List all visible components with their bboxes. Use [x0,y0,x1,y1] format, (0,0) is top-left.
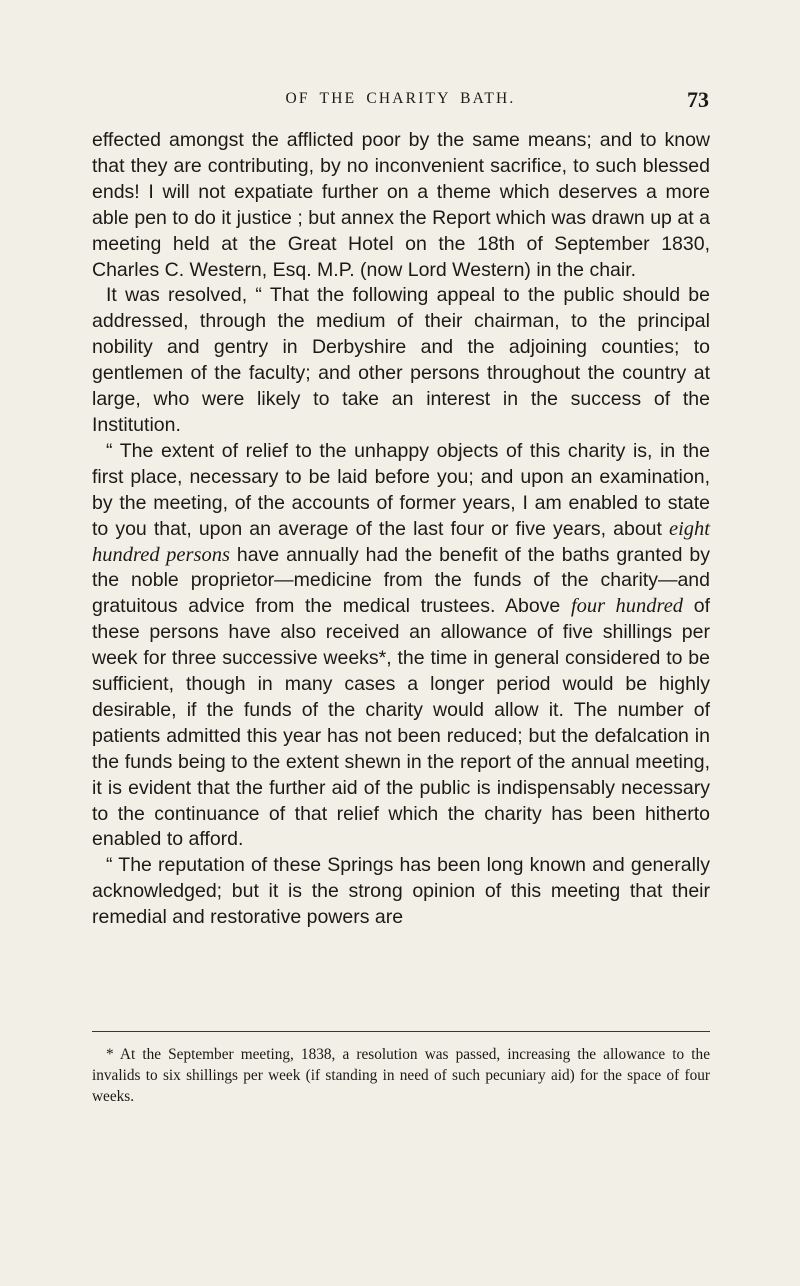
italic-phrase: four hundred [570,595,684,618]
paragraph-reputation: “ The reputation of these Springs has been long known and generally acknowledged; but it is the strong opinion of this meeting that their remedial and restorative powers are [92,854,710,929]
page-number: 73 [687,87,709,112]
body-text [92,128,710,931]
running-head [92,87,709,114]
italic-phrase: eight hundred persons [92,517,710,566]
text-run: have annually had the benefit of the baths granted by the noble proprietor—medicine from the funds of the charity—and gratuitous advice from the medical trustees. Above [92,543,710,618]
text-run: of these persons have also received an allowance of five shillings per week for three successive weeks*, the time in general considered to be sufficient, though in many cases a longer period would be highly desirable, if the funds of the charity would allow it. The number of patients admitted this year has not been reduced; but the defalcation in the funds being to the extent shewn in the report of the annual meeting, it is evident that the further aid of the public is indispensably necessary to the continuance of that relief which the charity has been hitherto enabled to afford. [92,595,710,851]
paragraph-extent-of-relief [92,439,710,854]
footnote: * At the September meeting, 1838, a resolution was passed, increasing the allowance to the invalids to six shillings per week (if standing in need of such pecuniary aid) for the space of four weeks. [92,1046,710,1105]
text-run: “ The extent of relief to the unhappy objects of this charity is, in the first place, necessary to be laid before you; and upon an examination, by the meeting, of the accounts of former years, I am enabled to state to you that, upon an average of the last four or five years, about [92,439,710,540]
footnote-rule [92,1031,710,1032]
paragraph-continued: effected amongst the afflicted poor by the same means; and to know that they are contributing, by no inconvenient sacrifice, to such blessed ends! I will not expatiate further on a theme which deserves a more able pen to do it justice ; but annex the Report which was drawn up at a meeting held at the Great Hotel on the 18th of September 1830, Charles C. Western, Esq. M.P. (now Lord Western) in the chair. [92,129,710,281]
paragraph-resolution: It was resolved, “ That the following appeal to the public should be addressed, through the medium of their chairman, to the principal nobility and gentry in Derbyshire and the adjoining counties; to gentlemen of the faculty; and other persons throughout the country at large, who were likely to take an interest in the success of the Institution. [92,284,710,436]
running-title: OF THE CHARITY BATH. [285,90,516,107]
